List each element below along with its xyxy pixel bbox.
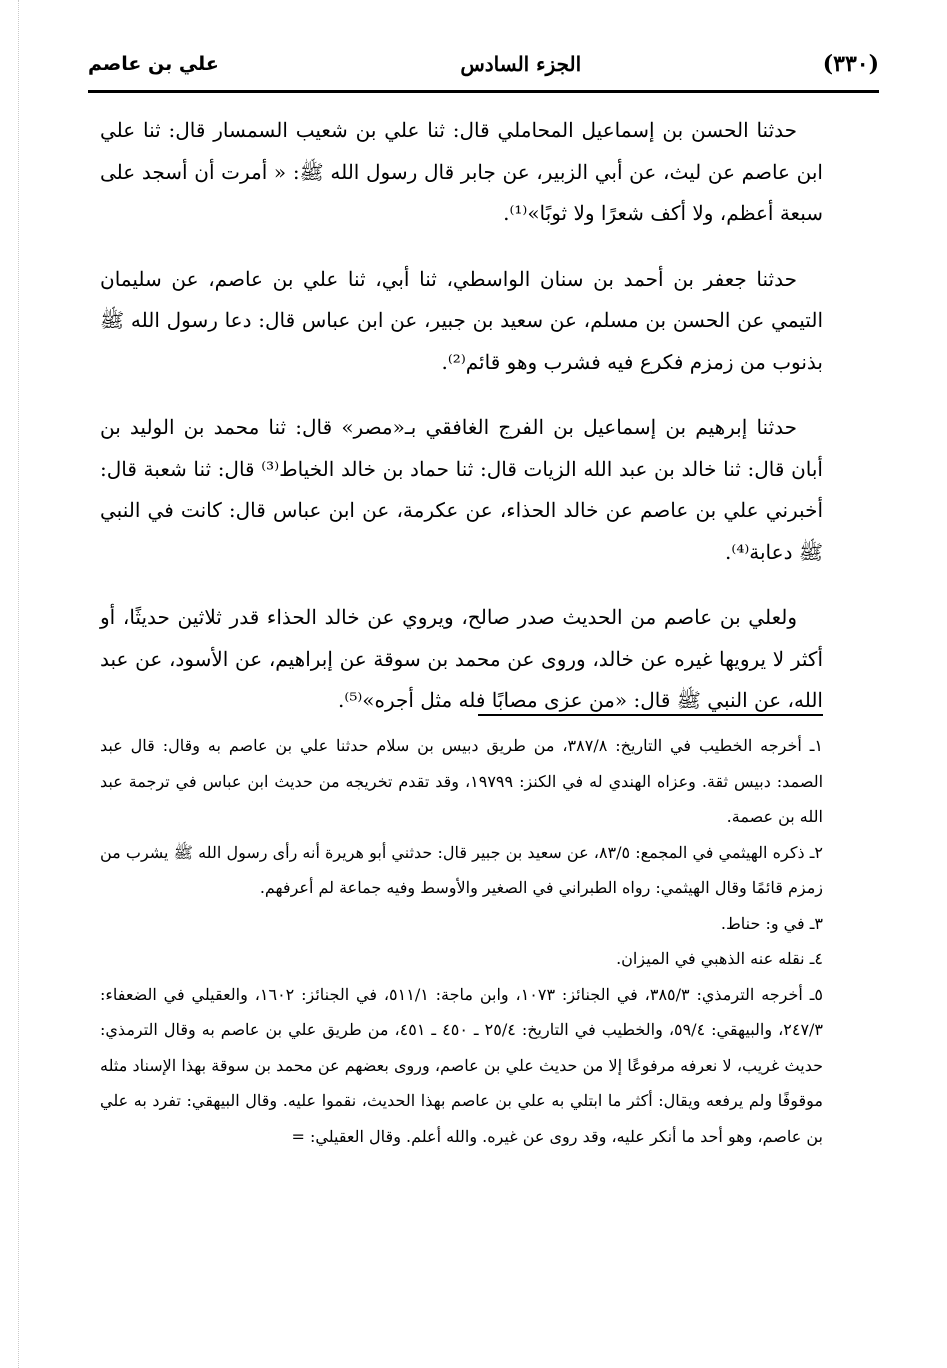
footnote: ٥ـ أخرجه الترمذي: ٣٨٥/٣، في الجنائز: ١٠٧٣، وابن ماجة: ٥١١/١، في الجنائز: ١٦٠٢، والعقيلي في الضعفاء: ٢٤٧/٣، والبيهقي: ٥٩/٤، والخطيب في التاريخ: ٢٥/٤ ـ ٤٥٠ ـ ٤٥١، من طريق علي بن عاصم به وقال الترمذي: حديث غريب، لا نعرفه مرفوعًا إلا من حديث علي بن عاصم، وروى بعضهم عن محمد بن سوقة بهذا الإسناد مثله موقوفًا ولم يرفعه ويقال: أكثر ما ابتلي به علي بن عاصم بهذا الحديث، نقموا عليه. وقال البيهقي: تفرد به علي بن عاصم، وهو أحد ما أنكر عليه، وقد روى عن غيره. والله أعلم. وقال العقيلي: = (100, 984, 824, 1146)
footnote: ٣ـ في و: حناط. (720, 913, 823, 933)
running-header (88, 36, 879, 92)
paragraph: حدثنا جعفر بن أحمد بن سنان الواسطي، ثنا أبي، ثنا علي بن عاصم، عن سليمان التيمي عن الحسن بن مسلم، عن سعيد بن جبير، عن ابن عباس قال: دعا رسول الله ﷺ بذنوب من زمزم فكرع فيه فشرب وهو قائم⁽²⁾. (100, 266, 823, 374)
footnote: ٢ـ ذكره الهيثمي في المجمع: ٨٣/٥، عن سعيد بن جبير قال: حدثني أبو هريرة أنه رأى رسول الله ﷺ يشرب من زمزم قائمًا وقال الهيثمي: رواه الطبراني في الصغير والأوسط وفيه جماعة لم أعرفهم. (100, 842, 824, 897)
paragraph: حدثنا الحسن بن إسماعيل المحاملي قال: ثنا علي بن شعيب السمسار قال: ثنا علي ابن عاصم عن ليث، عن أبي الزبير، عن جابر قال رسول الله ﷺ: « أمرت أن أسجد على سبعة أعظم، ولا أكف شعرًا ولا ثوبًا»⁽¹⁾. (100, 118, 823, 225)
paragraph: حدثنا إبرهيم بن إسماعيل بن الفرج الغافقي بـ«مصر» قال: ثنا محمد بن الوليد بن أبان قال: ثنا خالد بن عبد الله الزيات قال: ثنا حماد بن خالد الخياط⁽³⁾ قال: ثنا شعبة قال: أخبرني علي بن عاصم عن خالد الحذاء، عن عكرمة، عن ابن عباس قال: كانت في النبي ﷺ دعابة⁽⁴⁾. (100, 415, 823, 564)
page-number: (٣٣٠) (822, 51, 879, 77)
volume-title: الجزء السادس (460, 52, 582, 76)
paragraph: ولعلي بن عاصم من الحديث صدر صالح، ويروي عن خالد الحذاء قدر ثلاثين حديثًا، أو أكثر لا يرويها غيره عن خالد، وروى عن محمد بن سوقة عن إبراهيم، عن الأسود، عن عبد الله، عن النبي ﷺ قال: «من عزى مصابًا فله مثل أجره»⁽⁵⁾. (100, 605, 823, 712)
header-rule (88, 90, 879, 93)
main-text (100, 110, 823, 746)
footnote: ١ـ أخرجه الخطيب في التاريخ: ٣٨٧/٨، من طريق دبيس بن سلام حدثنا علي بن عاصم به وقال: قال عبد الصمد: دبيس ثقة. وعزاه الهندي له في الكنز: ١٩٧٩٩، وقد تقدم تخريجه من حديث ابن عباس في ترجمة عبد الله بن عصمة. (100, 736, 824, 826)
footnote-separator (478, 714, 823, 716)
entry-name: علي بن عاصم (88, 53, 219, 75)
footnote: ٤ـ نقله عنه الذهبي في الميزان. (616, 949, 823, 968)
footnotes (100, 728, 823, 1154)
